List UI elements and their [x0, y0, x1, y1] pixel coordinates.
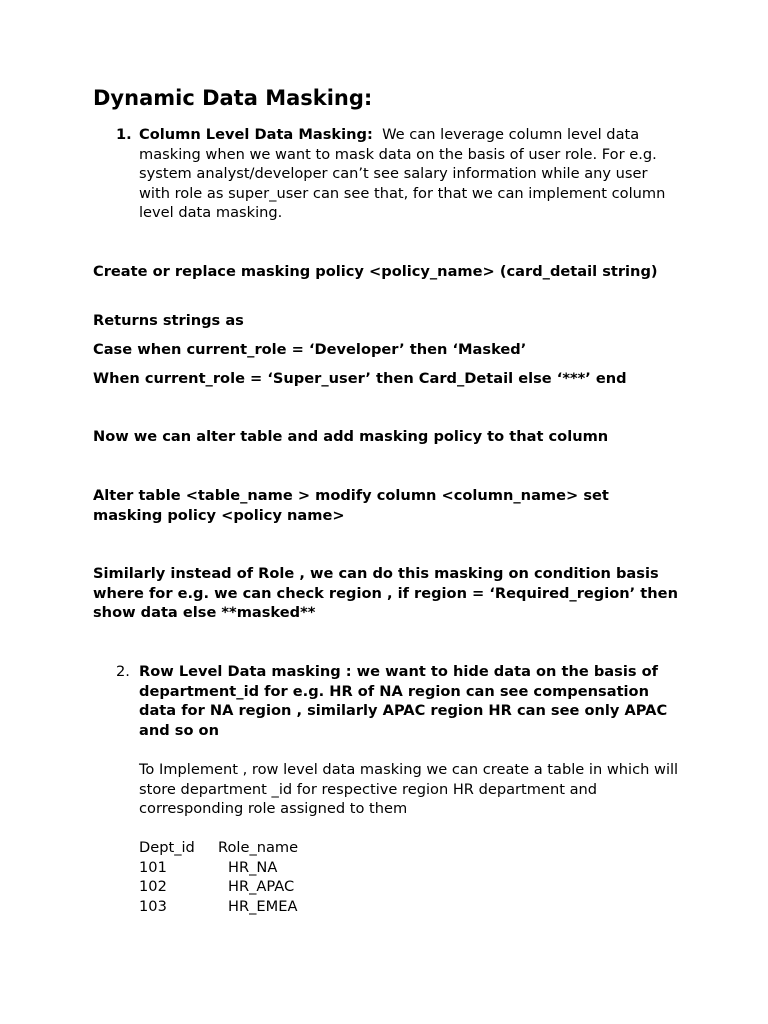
table-cell: HR_APAC: [228, 878, 295, 896]
region-note: Similarly instead of Role , we can do this masking on condition basis where for e.g. we can check region , if region = ‘Required_region’ then show data else **masked**: [93, 565, 678, 622]
list-heading: Column Level Data Masking:: [139, 126, 373, 143]
table-header: Dept_id: [139, 839, 195, 856]
list-number: 2.: [116, 663, 130, 680]
alter-intro: Now we can alter table and add masking policy to that column: [93, 428, 609, 445]
implement-text: To Implement , row level data masking we can create a table in which will store department _id for respective region HR department and corresponding role assigned to them: [139, 761, 679, 818]
table-row: [139, 858, 298, 878]
table-header: Role_name: [218, 839, 299, 856]
table-cell: HR_EMEA: [228, 897, 298, 915]
table-row: [139, 897, 298, 917]
list-text: We can leverage column level data masking when we want to mask data on the basis of user role. For e.g. system analyst/developer can’t see salary information while any user with role as super_user can see that, for that we can implement column level data masking.: [139, 126, 671, 222]
page-title: Dynamic Data Masking:: [93, 86, 373, 110]
list-number: 1.: [116, 126, 132, 143]
code-line-case: Case when current_role = ‘Developer’ then ‘Masked’: [93, 341, 527, 358]
table-cell: HR_NA: [228, 858, 278, 876]
table-header-row: [139, 838, 298, 858]
list-body: [139, 125, 679, 223]
table-cell: 103: [139, 897, 167, 915]
table-cell: 102: [139, 878, 167, 896]
code-line-when: When current_role = ‘Super_user’ then Card_Detail else ‘***’ end: [93, 370, 627, 387]
code-line-returns: Returns strings as: [93, 312, 244, 329]
dept-table: [139, 838, 298, 916]
code-line-create: Create or replace masking policy <policy_name> (card_detail string): [93, 263, 658, 280]
alter-statement: Alter table <table_name > modify column <column_name> set masking policy <policy name>: [93, 487, 609, 524]
table-cell: 101: [139, 858, 167, 876]
list-body: Row Level Data masking : we want to hide data on the basis of department_id for e.g. HR of NA region can see compensation data for NA region , similarly APAC region HR can see only APAC and so on: [139, 663, 668, 739]
table-row: [139, 877, 298, 897]
